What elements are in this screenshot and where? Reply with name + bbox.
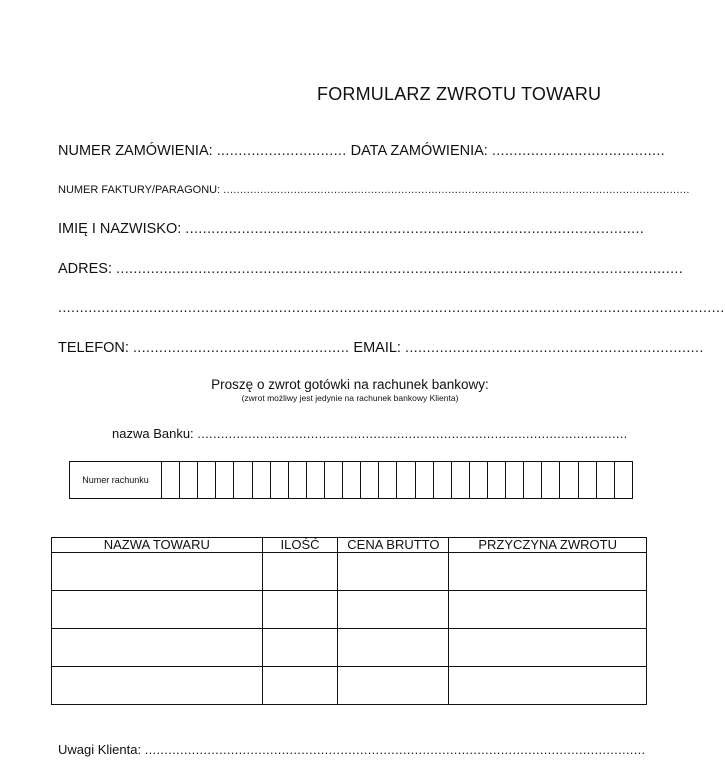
email-field[interactable]: ..................................................................... — [404, 340, 704, 356]
gross-price-cell[interactable] — [338, 591, 449, 629]
account-digit-cell[interactable] — [560, 462, 578, 498]
table-row — [52, 553, 647, 591]
email-label: EMAIL: — [353, 340, 401, 356]
quantity-cell[interactable] — [262, 629, 338, 667]
account-digit-cell[interactable] — [180, 462, 198, 498]
account-digit-cell[interactable] — [307, 462, 325, 498]
quantity-cell[interactable] — [262, 667, 338, 705]
bank-field[interactable]: .............................................................................................................. — [197, 426, 628, 441]
bank-label: nazwa Banku: — [112, 426, 194, 441]
name-field[interactable]: .......................................................................................................... — [185, 221, 645, 237]
quantity-cell[interactable] — [262, 553, 338, 591]
product-name-cell[interactable] — [52, 667, 263, 705]
account-number-box — [69, 461, 633, 499]
return-reason-cell[interactable] — [449, 591, 647, 629]
order-number-field[interactable]: .............................. — [216, 143, 347, 159]
account-digit-cell[interactable] — [361, 462, 379, 498]
product-name-cell[interactable] — [52, 553, 263, 591]
order-date-label: DATA ZAMÓWIENIA: — [350, 143, 488, 159]
account-digit-cell[interactable] — [579, 462, 597, 498]
account-digit-cell[interactable] — [253, 462, 271, 498]
items-table — [51, 537, 647, 705]
address-label: ADRES: — [58, 261, 112, 277]
account-digit-cell[interactable] — [325, 462, 343, 498]
account-digit-cell[interactable] — [397, 462, 415, 498]
quantity-cell[interactable] — [262, 591, 338, 629]
name-row — [58, 221, 645, 237]
address-field[interactable]: ................................................................................................................................... — [116, 261, 684, 277]
account-digit-cell[interactable] — [234, 462, 252, 498]
phone-label: TELEFON: — [58, 340, 129, 356]
refund-note: (zwrot możliwy jest jedynie na rachunek bankowy Klienta) — [241, 393, 459, 403]
account-digit-cell[interactable] — [506, 462, 524, 498]
account-digit-cell[interactable] — [343, 462, 361, 498]
address-field-2[interactable]: .......................................................................................................................................................... — [58, 300, 725, 316]
table-row — [52, 591, 647, 629]
account-digit-cell[interactable] — [542, 462, 560, 498]
gross-price-cell[interactable] — [338, 629, 449, 667]
items-table-header — [52, 538, 647, 553]
account-number-label: Numer rachunku — [70, 462, 162, 498]
account-digit-cell[interactable] — [524, 462, 542, 498]
account-digit-cell[interactable] — [615, 462, 632, 498]
name-label: IMIĘ I NAZWISKO: — [58, 221, 182, 237]
account-digit-cell[interactable] — [198, 462, 216, 498]
table-row — [52, 667, 647, 705]
product-name-cell[interactable] — [52, 629, 263, 667]
order-row — [58, 143, 665, 159]
invoice-field[interactable]: ........................................................................................................................................... — [223, 184, 690, 196]
gross-price-cell[interactable] — [338, 553, 449, 591]
header-quantity: ILOŚĆ — [262, 538, 338, 553]
notes-row — [58, 742, 646, 757]
table-row — [52, 629, 647, 667]
bank-row — [112, 426, 628, 441]
return-reason-cell[interactable] — [449, 667, 647, 705]
return-reason-cell[interactable] — [449, 553, 647, 591]
header-gross-price: CENA BRUTTO — [338, 538, 449, 553]
notes-field[interactable]: ................................................................................................................................ — [144, 742, 646, 757]
account-digit-cells — [162, 462, 632, 498]
return-reason-cell[interactable] — [449, 629, 647, 667]
invoice-row — [58, 184, 690, 196]
refund-title: Proszę o zwrot gotówki na rachunek bankowy: — [211, 377, 489, 392]
gross-price-cell[interactable] — [338, 667, 449, 705]
header-return-reason: PRZYCZYNA ZWROTU — [449, 538, 647, 553]
account-digit-cell[interactable] — [597, 462, 615, 498]
account-digit-cell[interactable] — [434, 462, 452, 498]
account-digit-cell[interactable] — [379, 462, 397, 498]
contact-row — [58, 340, 704, 356]
form-title: FORMULARZ ZWROTU TOWARU — [317, 84, 602, 104]
phone-field[interactable]: .................................................. — [132, 340, 350, 356]
account-digit-cell[interactable] — [289, 462, 307, 498]
order-number-label: NUMER ZAMÓWIENIA: — [58, 143, 213, 159]
invoice-label: NUMER FAKTURY/PARAGONU: — [58, 184, 221, 196]
account-digit-cell[interactable] — [216, 462, 234, 498]
address-row-2 — [58, 300, 725, 316]
account-digit-cell[interactable] — [488, 462, 506, 498]
order-date-field[interactable]: ........................................ — [491, 143, 666, 159]
header-product-name: NAZWA TOWARU — [52, 538, 263, 553]
account-digit-cell[interactable] — [470, 462, 488, 498]
account-digit-cell[interactable] — [162, 462, 180, 498]
account-digit-cell[interactable] — [271, 462, 289, 498]
account-digit-cell[interactable] — [416, 462, 434, 498]
address-row — [58, 261, 684, 277]
account-digit-cell[interactable] — [452, 462, 470, 498]
product-name-cell[interactable] — [52, 591, 263, 629]
notes-label: Uwagi Klienta: — [58, 742, 142, 757]
